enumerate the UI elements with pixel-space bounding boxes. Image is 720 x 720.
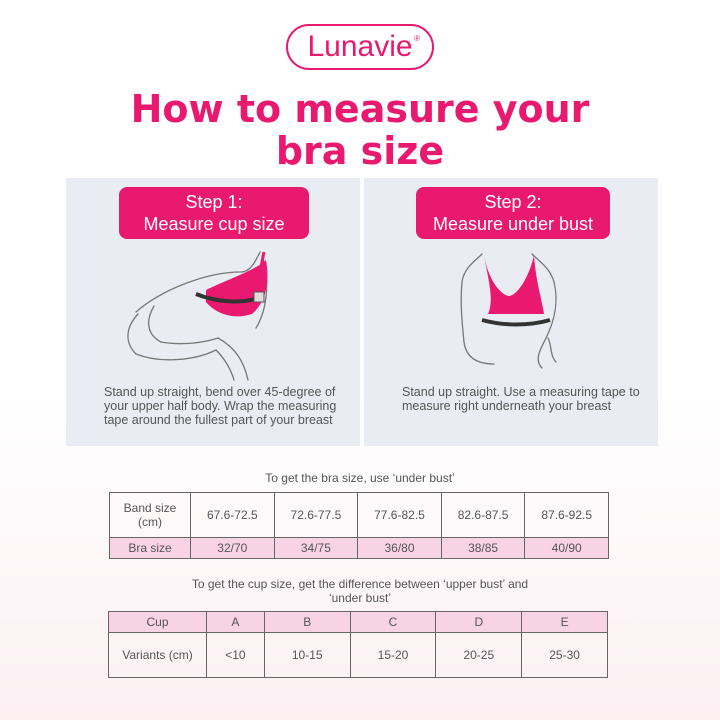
brand-logo (286, 24, 434, 70)
step-1-title: Measure cup size (143, 214, 285, 234)
under-bust-measuring-illustration (364, 242, 658, 382)
cup-size-measuring-illustration (66, 242, 360, 382)
band-size-cell: 67.6-72.5 (191, 493, 275, 538)
band-size-cell: 87.6-92.5 (525, 493, 609, 538)
cup-cell: E (522, 612, 608, 633)
band-size-cell: 72.6-77.5 (274, 493, 358, 538)
bra-size-table (109, 492, 609, 559)
cup-cell: C (350, 612, 436, 633)
variant-cell: 15-20 (350, 633, 436, 678)
bra-size-label: Bra size (110, 538, 191, 559)
step-2-heading (416, 187, 610, 239)
cup-row (109, 612, 608, 633)
cup-label: Cup (109, 612, 207, 633)
step-2-title: Measure under bust (432, 214, 594, 234)
bra-size-cell: 32/70 (191, 538, 275, 559)
step-1-number: Step 1: (185, 192, 243, 212)
bra-size-row (110, 538, 609, 559)
step-1-description: Stand up straight, bend over 45-degree of your upper half body. Wrap the measuring tape around the fullest part of your breast (104, 385, 337, 427)
variant-cell: 10-15 (264, 633, 350, 678)
step-1-panel (66, 178, 360, 446)
band-size-cell: 82.6-87.5 (441, 493, 525, 538)
band-size-label: Band size (cm) (110, 493, 191, 538)
cup-size-caption (0, 577, 720, 605)
page-title (0, 88, 720, 172)
bra-size-caption: To get the bra size, use ‘under bust’ (265, 471, 455, 485)
step-2-number: Step 2: (484, 192, 542, 212)
bra-size-cell: 40/90 (525, 538, 609, 559)
variant-cell: <10 (207, 633, 265, 678)
page-title-line-1: How to measure your (130, 87, 590, 131)
band-size-row (110, 493, 609, 538)
bra-size-cell: 38/85 (441, 538, 525, 559)
step-2-description: Stand up straight. Use a measuring tape to measure right underneath your breast (402, 385, 640, 413)
brand-logo-text: Lunavie (307, 30, 413, 63)
variants-label: Variants (cm) (109, 633, 207, 678)
step-1-heading (119, 187, 309, 239)
bra-size-cell: 34/75 (274, 538, 358, 559)
cup-size-caption-line-2: ‘under bust’ (328, 591, 392, 605)
cup-cell: A (207, 612, 265, 633)
cup-size-caption-line-1: To get the cup size, get the difference between ‘upper bust’ and (191, 577, 529, 591)
cup-cell: D (436, 612, 522, 633)
page-title-line-2: bra size (275, 129, 445, 173)
bra-size-cell: 36/80 (358, 538, 442, 559)
variant-cell: 20-25 (436, 633, 522, 678)
band-size-cell: 77.6-82.5 (358, 493, 442, 538)
registered-mark: ® (414, 34, 420, 43)
step-2-panel (364, 178, 658, 446)
cup-size-table (108, 611, 608, 678)
cup-cell: B (264, 612, 350, 633)
variant-cell: 25-30 (522, 633, 608, 678)
variants-row (109, 633, 608, 678)
